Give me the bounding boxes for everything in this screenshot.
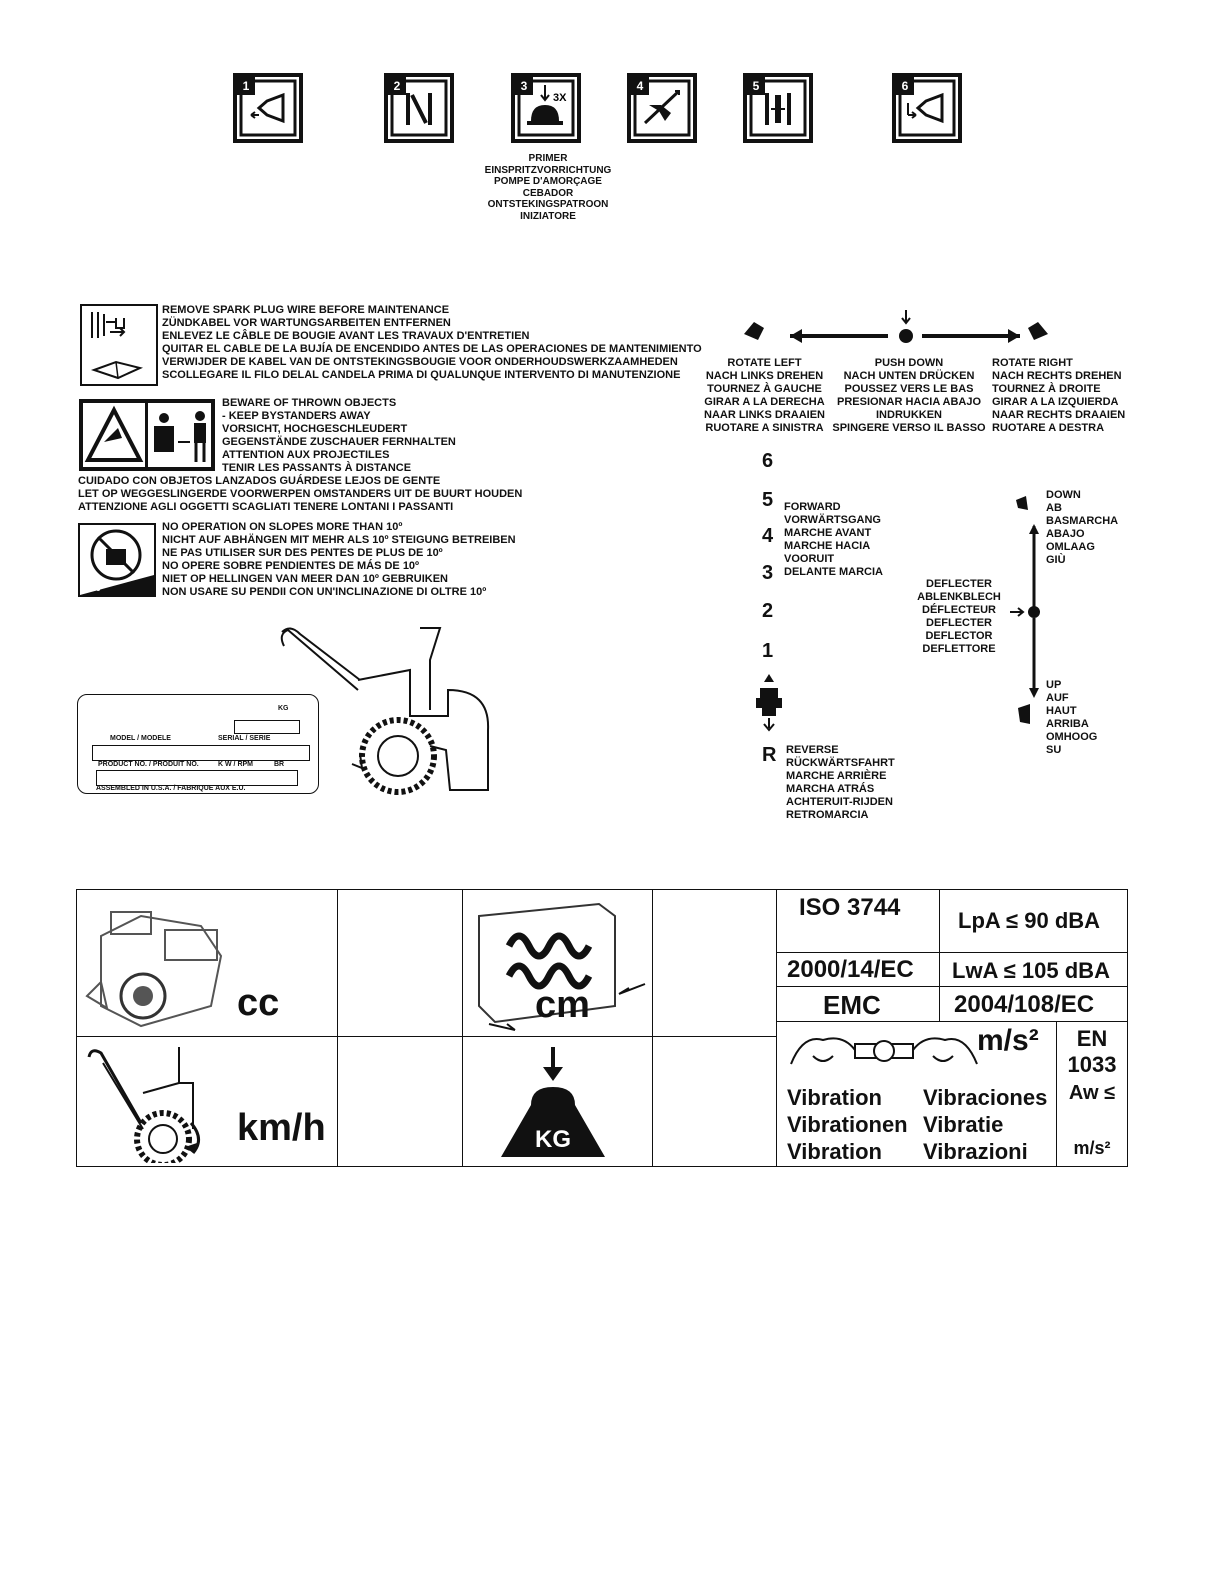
vibration-cell: m/s² Vibration Vibrationen Vibration Vibraciones Vibratie Vibrazioni — [776, 1021, 1057, 1167]
control-icon-4: 4 — [627, 73, 697, 143]
gear-3: 3 — [762, 562, 774, 584]
spark-plug-warning-icon — [80, 304, 158, 386]
speed-cell: km/h — [76, 1036, 338, 1167]
gear-6: 6 — [762, 450, 774, 472]
deflector-labels: DEFLECTER ABLENKBLECH DÉFLECTEUR DEFLECTER DEFLECTOR DEFLETTORE — [917, 578, 1001, 655]
engine-cc-cell: cc — [76, 889, 338, 1037]
clearing-value-cell — [652, 889, 777, 1037]
svg-text:KG: KG — [535, 1126, 571, 1153]
en-standard-cell: EN 1033 Aw ≤ m/s² — [1056, 1021, 1128, 1167]
engine-illustration — [81, 896, 231, 1032]
directive-cell: 2000/14/EC — [776, 952, 940, 987]
vibration-labels-right: Vibraciones Vibratie Vibrazioni — [923, 1085, 1048, 1164]
chute-right-icon — [1028, 322, 1048, 340]
model-serial-field — [92, 745, 310, 761]
reverse-labels: REVERSE RÜCKWÄRTSFAHRT MARCHE ARRIÈRE MARCHA ATRÁS ACHTERUIT-RIJDEN RETROMARCIA — [786, 744, 895, 821]
deflector-down-icon — [1016, 496, 1028, 510]
control-icon-3: 3 3X — [511, 73, 581, 143]
emc-directive-cell: 2004/108/EC — [939, 986, 1128, 1022]
chute-left-icon — [744, 322, 764, 340]
speed-value-cell — [337, 1036, 463, 1167]
chute-knob-icon — [899, 329, 913, 343]
vibration-labels-left: Vibration Vibrationen Vibration — [787, 1085, 908, 1164]
primer-labels: PRIMER EINSPRITZVORRICHTUNG POMPE D'AMORÇAGE CEBADOR ONTSTEKINGSPATROON INIZIATORE — [484, 153, 612, 222]
deflector-up-icon — [1018, 704, 1030, 724]
forward-labels: FORWARD VORWÄRTSGANG MARCHE AVANT MARCHE HACIA VOORUIT DELANTE MARCIA — [784, 501, 883, 578]
gear-2: 2 — [762, 600, 774, 622]
rotate-left-labels: ROTATE LEFT NACH LINKS DREHEN TOURNEZ À GAUCHE GIRAR A LA DERECHA NAAR LINKS DRAAIEN RUOTARE A SINISTRA — [704, 357, 825, 434]
weight-icon — [493, 1043, 623, 1163]
weight-value-cell — [652, 1036, 777, 1167]
spark-plug-warning-text: REMOVE SPARK PLUG WIRE BEFORE MAINTENANCE ZÜNDKABEL VOR WARTUNGSARBEITEN ENTFERNEN ENLEVEZ LE CÂBLE DE BOUGIE AVANT LES TRAVAUX D'ENTRETIEN QUITAR EL CABLE DE LA BUJÍA DE ENCENDIDO ANTES DE LAS OPERACIONES DE MANTENIMIENTO VERWIJDER DE KABEL VAN DE ONTSTEKINGSBOUGIE VOOR ONDERHOUDSWERKZAAMHEDEN SCOLLEGARE IL FILO DELAL CANDELA PRIMA DI QUALUNQUE INTERVENTO DI MANUTENZIONE — [162, 304, 702, 381]
up-labels: UP AUF HAUT ARRIBA OMHOOG SU — [1046, 679, 1098, 756]
emc-cell: EMC — [776, 986, 940, 1022]
speed-snowblower-illustration — [83, 1043, 233, 1163]
iso-cell: ISO 3744 — [776, 889, 940, 953]
slope-warning-text: NO OPERATION ON SLOPES MORE THAN 10º NICHT AUF ABHÄNGEN MIT MEHR ALS 10º STEIGUNG BETREIBEN NE PAS UTILISER SUR DES PENTES DE PLUS DE 10º NO OPERE SOBRE PENDIENTES DE MÁS DE 10º NIET OP HELLINGEN VAN MEER DAN 10º GEBRUIKEN NON USARE SU PENDII CON UN'INCLINAZIONE DI OLTRE 10º — [162, 521, 516, 598]
control-icon-6: 6 — [892, 73, 962, 143]
gear-r: R — [762, 744, 777, 766]
control-icon-1: 1 — [233, 73, 303, 143]
handle-vibration-icon — [783, 1026, 983, 1076]
product-field — [96, 770, 298, 786]
gear-1: 1 — [762, 640, 774, 662]
svg-text:3X: 3X — [553, 92, 567, 104]
deflector-knob-icon — [1028, 606, 1040, 618]
push-down-labels: PUSH DOWN NACH UNTEN DRÜCKEN POUSSEZ VERS LE BAS PRESIONAR HACIA ABAJO INDRUKKEN SPINGERE VERSO IL BASSO — [832, 357, 986, 434]
lwa-cell: LwA ≤ 105 dBA — [939, 952, 1128, 987]
thrown-objects-warning-text: BEWARE OF THROWN OBJECTS - KEEP BYSTANDERS AWAY VORSICHT, HOCHGESCHLEUDERT GEGENSTÄNDE ZUSCHAUER FERNHALTEN ATTENTION AUX PROJECTILES TENIR LES PASSANTS À DISTANCE — [222, 397, 456, 474]
thrown-objects-warning-text-wide: CUIDADO CON OBJETOS LANZADOS GUÁRDESE LEJOS DE GENTE LET OP WEGGESLINGERDE VOORWERPEN OMSTANDERS UIT DE BUURT HOUDEN ATTENZIONE AGLI OGGETTI SCAGLIATI TENERE LONTANI I PASSANTI — [78, 475, 523, 513]
down-labels: DOWN AB BASMARCHA ABAJO OMLAAG GIÙ — [1046, 489, 1119, 566]
svg-text:>10º: >10º — [84, 583, 105, 594]
gear-4: 4 — [762, 525, 774, 547]
weight-cell — [462, 1036, 653, 1167]
model-plate: KG MODEL / MODELE SERIAL / SERIE PRODUCT NO. / PRODUIT NO. K W / RPM BR ASSEMBLED IN U.S.A. / FABRIQUE AUX E.U. — [77, 694, 319, 794]
kg-field — [234, 720, 300, 734]
slope-warning-icon — [78, 523, 156, 597]
thrown-objects-warning-icon — [78, 398, 216, 472]
deflector-control-diagram — [1004, 490, 1048, 740]
gear-5: 5 — [762, 489, 774, 511]
rotate-right-labels: ROTATE RIGHT NACH RECHTS DREHEN TOURNEZ À DROITE GIRAR A LA IZQUIERDA NAAR RECHTS DRAAIEN RUOTARE A DESTRA — [992, 357, 1126, 434]
clearing-width-cell: cm — [462, 889, 653, 1037]
control-icon-2: 2 — [384, 73, 454, 143]
control-icon-5: 5 — [743, 73, 813, 143]
lpa-cell: LpA ≤ 90 dBA — [939, 889, 1128, 953]
drive-lever-icon — [752, 672, 786, 734]
engine-value-cell — [337, 889, 463, 1037]
chute-control-diagram — [730, 300, 1060, 352]
